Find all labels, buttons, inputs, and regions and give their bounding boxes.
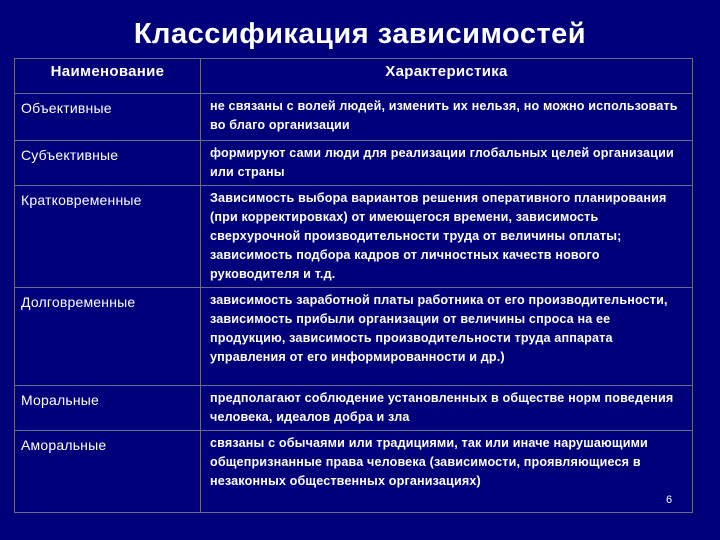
page-number: 6 — [666, 494, 673, 506]
row-description: предполагают соблюдение установленных в обществе норм поведения человека, идеалов добра и зла — [201, 386, 693, 431]
row-name: Долговременные — [15, 288, 201, 386]
row-name: Моральные — [15, 386, 201, 431]
header-characteristic: Характеристика — [201, 59, 693, 94]
row-name: Субъективные — [15, 141, 201, 186]
row-description: формируют сами люди для реализации глобальных целей организации или страны — [201, 141, 693, 186]
row-description: зависимость заработной платы работника от его производительности, зависимость прибыли организации от величины спроса на ее продукцию, зависимость производительности труда аппарата управления от его информированности и др.) — [201, 288, 693, 386]
row-description: связаны с обычаями или традициями, так или иначе нарушающими общепризнанные права человека (зависимости, проявляющиеся в незаконных общественных организациях) — [201, 431, 693, 513]
table-row — [15, 386, 693, 431]
row-description: не связаны с волей людей, изменить их нельзя, но можно использовать во благо организации — [201, 94, 693, 141]
row-name: Объективные — [15, 94, 201, 141]
header-name: Наименование — [15, 59, 201, 94]
classification-table — [14, 58, 693, 513]
table-header-row — [15, 59, 693, 94]
table-row — [15, 288, 693, 386]
table-row — [15, 141, 693, 186]
table-row — [15, 186, 693, 288]
row-name: Кратковременные — [15, 186, 201, 288]
row-description: Зависимость выбора вариантов решения оперативного планирования (при корректировках) от имеющегося времени, зависимость сверхурочной производительности труда от величины оплаты; зависимость подбора кадров от личностных качеств нового руководителя и т.д. — [201, 186, 693, 288]
table-row — [15, 431, 693, 513]
slide-title: Классификация зависимостей — [133, 18, 587, 50]
table-row — [15, 94, 693, 141]
row-name: Аморальные — [15, 431, 201, 513]
